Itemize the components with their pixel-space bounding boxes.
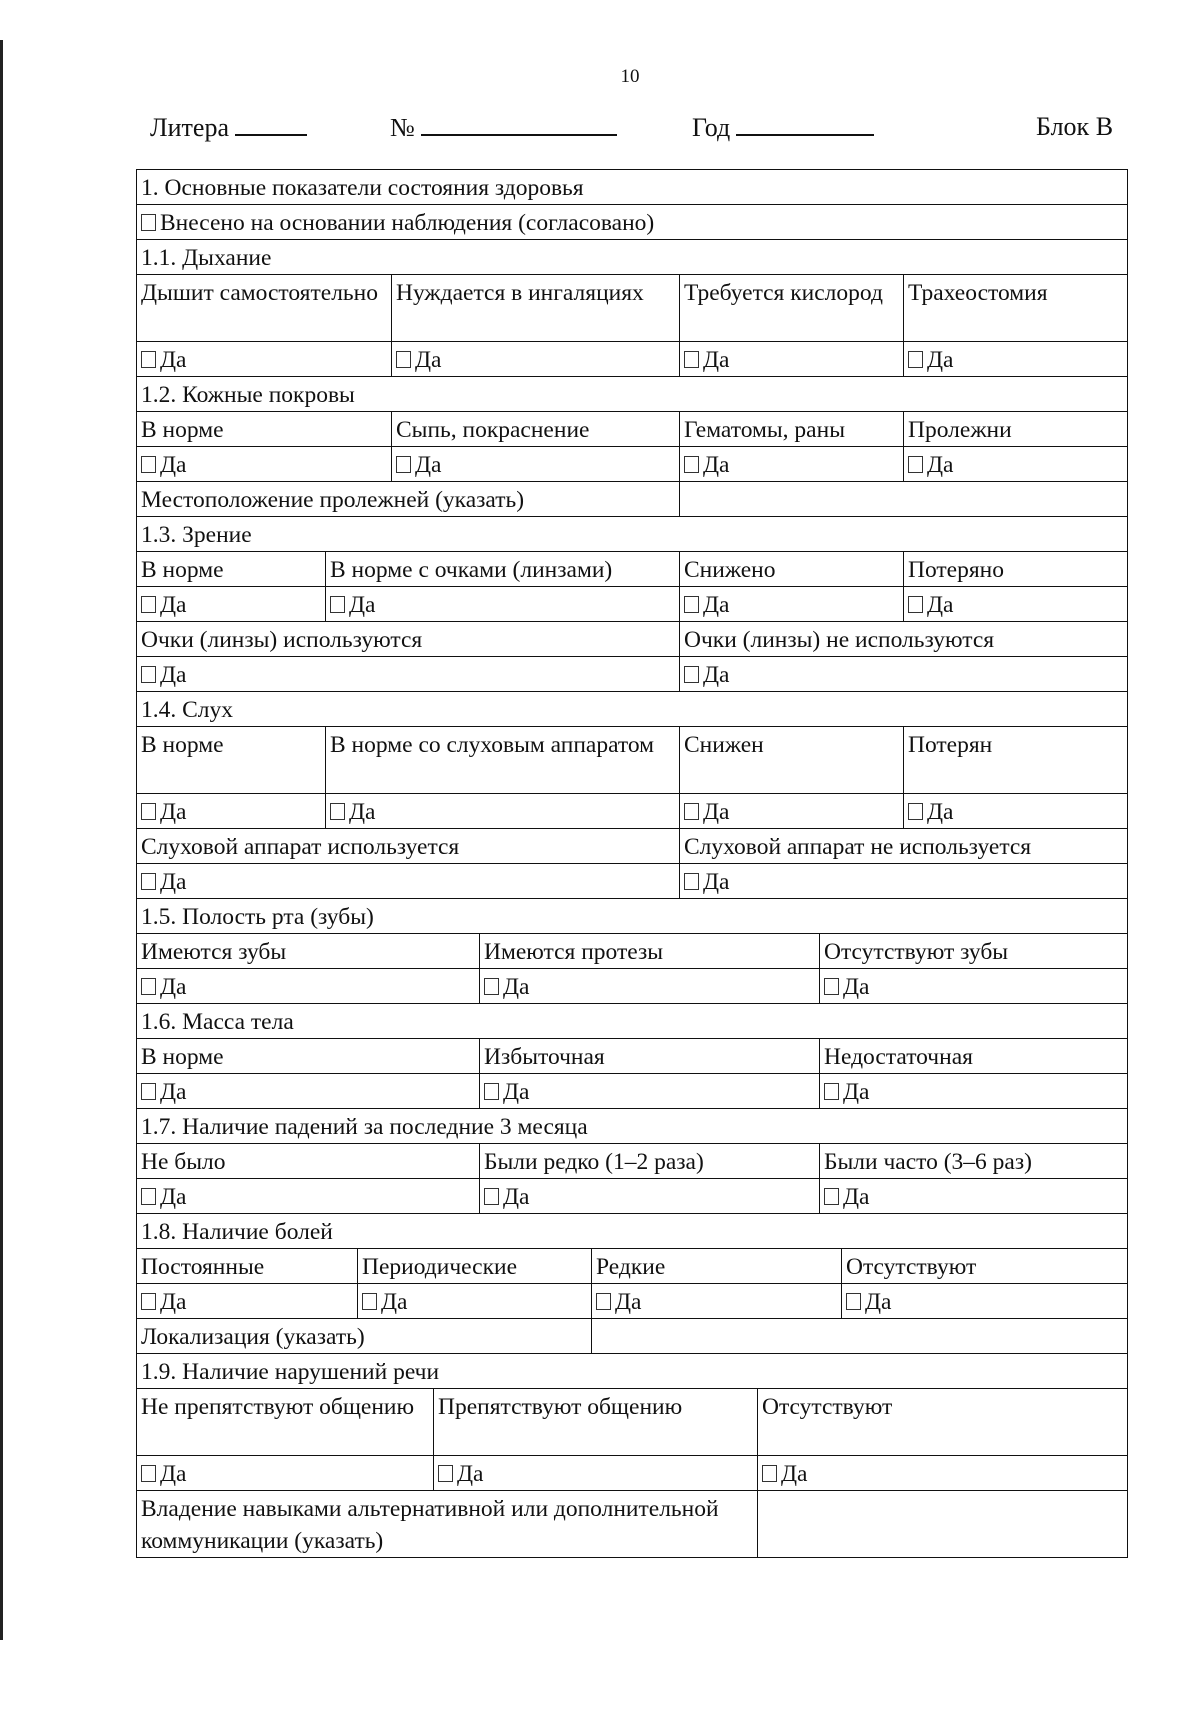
- yes-option[interactable]: Да: [679, 587, 903, 621]
- checkbox[interactable]: [141, 1465, 156, 1482]
- yes-option[interactable]: Да: [433, 1456, 757, 1490]
- bedsore-location-input[interactable]: [679, 482, 1127, 516]
- yes-option[interactable]: Да: [137, 794, 325, 828]
- checkbox[interactable]: [141, 873, 156, 890]
- skin-title: 1.2. Кожные покровы: [141, 382, 355, 408]
- weight-header-row: [137, 1038, 1127, 1073]
- scan-edge: [0, 40, 3, 1640]
- yes-option[interactable]: Да: [137, 969, 479, 1003]
- skin-col-label: В норме: [141, 417, 224, 443]
- checkbox[interactable]: [141, 803, 156, 820]
- hearing-col-label: Потерян: [903, 727, 1127, 793]
- yes-option[interactable]: Да: [903, 447, 1127, 481]
- yes-option[interactable]: Да: [903, 587, 1127, 621]
- speech-header-row: [137, 1388, 1127, 1455]
- checkbox[interactable]: [141, 596, 156, 613]
- yes-option[interactable]: Да: [137, 657, 679, 691]
- checkbox[interactable]: [684, 596, 699, 613]
- mouth-col-label: Имеются зубы: [141, 939, 287, 965]
- year-label: Год: [692, 113, 731, 142]
- pain-col-label: Периодические: [357, 1249, 591, 1283]
- observation-option[interactable]: Внесено на основании наблюдения (согласовано): [137, 205, 1127, 239]
- falls-header-row: [137, 1143, 1127, 1178]
- hearing-check-row: [137, 793, 1127, 828]
- speech-check-row: [137, 1455, 1127, 1490]
- yes-option[interactable]: Да: [137, 1074, 479, 1108]
- section-title: 1. Основные показатели состояния здоровья: [141, 175, 584, 201]
- yes-option[interactable]: Да: [679, 657, 1127, 691]
- hearing-aid-header-row: [137, 828, 1127, 863]
- breathing-check-row: [137, 341, 1127, 376]
- weight-col-label: Избыточная: [479, 1039, 819, 1073]
- vision-title: 1.3. Зрение: [141, 522, 252, 548]
- pain-header-row: [137, 1248, 1127, 1283]
- speech-col-label: Препятствуют общению: [433, 1389, 757, 1455]
- falls-title: 1.7. Наличие падений за последние 3 месяца: [141, 1114, 588, 1140]
- breathing-col-label: Трахеостомия: [903, 275, 1127, 341]
- pain-check-row: [137, 1283, 1127, 1318]
- yes-option[interactable]: Да: [479, 969, 819, 1003]
- yes-option[interactable]: Да: [137, 1284, 357, 1318]
- yes-option[interactable]: Да: [679, 447, 903, 481]
- skin-header-row: [137, 411, 1127, 446]
- glasses-used-label: Очки (линзы) используются: [141, 627, 423, 653]
- number-field: [390, 112, 617, 143]
- glasses-header-row: [137, 621, 1127, 656]
- skin-col-label: Сыпь, покраснение: [391, 412, 679, 446]
- weight-check-row: [137, 1073, 1127, 1108]
- checkbox[interactable]: [824, 1188, 839, 1205]
- falls-col-label: Не было: [141, 1149, 226, 1175]
- breathing-col-label: Дышит самостоятельно: [141, 280, 378, 306]
- checkbox[interactable]: [141, 978, 156, 995]
- yes-option[interactable]: Да: [819, 969, 1127, 1003]
- checkbox[interactable]: [908, 351, 923, 368]
- hearing-title: 1.4. Слух: [141, 697, 234, 723]
- hearing-aid-not-used-label: Слуховой аппарат не используется: [679, 829, 1127, 863]
- pain-location-input[interactable]: [591, 1319, 1127, 1353]
- yes-option[interactable]: Да: [819, 1179, 1127, 1213]
- checkbox[interactable]: [684, 351, 699, 368]
- checkbox[interactable]: [684, 666, 699, 683]
- skin-check-row: [137, 446, 1127, 481]
- pain-location-row: [137, 1318, 1127, 1353]
- yes-option[interactable]: Да: [137, 1179, 479, 1213]
- pain-col-label: Отсутствуют: [841, 1249, 1127, 1283]
- number-input-line[interactable]: [421, 112, 617, 136]
- mouth-col-label: Отсутствуют зубы: [819, 934, 1127, 968]
- bedsore-location-row: [137, 481, 1127, 516]
- pain-location-label: Локализация (указать): [141, 1324, 365, 1350]
- checkbox[interactable]: [141, 351, 156, 368]
- checkbox[interactable]: [484, 1083, 499, 1100]
- checkbox[interactable]: [141, 456, 156, 473]
- speech-col-label: Не препятствуют общению: [141, 1394, 415, 1420]
- yes-option[interactable]: Да: [479, 1179, 819, 1213]
- vision-header-row: [137, 551, 1127, 586]
- litera-input-line[interactable]: [235, 112, 307, 136]
- mouth-header-row: [137, 933, 1127, 968]
- yes-option[interactable]: Да: [679, 864, 1127, 898]
- mouth-check-row: [137, 968, 1127, 1003]
- yes-option[interactable]: Да: [757, 1456, 1127, 1490]
- checkbox[interactable]: [141, 1293, 156, 1310]
- weight-col-label: Недостаточная: [819, 1039, 1127, 1073]
- pain-title: 1.8. Наличие болей: [141, 1219, 333, 1245]
- weight-col-label: В норме: [141, 1044, 224, 1070]
- vision-check-row: [137, 586, 1127, 621]
- falls-col-label: Были часто (3–6 раз): [819, 1144, 1127, 1178]
- checkbox[interactable]: [141, 666, 156, 683]
- checkbox[interactable]: [684, 803, 699, 820]
- checkbox[interactable]: [824, 978, 839, 995]
- falls-check-row: [137, 1178, 1127, 1213]
- checkbox[interactable]: [684, 873, 699, 890]
- checkbox[interactable]: [484, 978, 499, 995]
- pain-col-label: Редкие: [591, 1249, 841, 1283]
- hearing-col-label: В норме со слуховым аппаратом: [325, 727, 679, 793]
- year-input-line[interactable]: [736, 112, 874, 136]
- glasses-check-row: [137, 656, 1127, 691]
- pain-col-label: Постоянные: [141, 1254, 265, 1280]
- checkbox[interactable]: [484, 1188, 499, 1205]
- weight-title: 1.6. Масса тела: [141, 1009, 294, 1035]
- litera-field: [150, 112, 307, 143]
- checkbox[interactable]: [846, 1293, 861, 1310]
- number-label: №: [390, 113, 415, 142]
- checkbox[interactable]: [396, 456, 411, 473]
- checkbox[interactable]: [141, 214, 156, 231]
- checkbox[interactable]: [596, 1293, 611, 1310]
- checkbox[interactable]: [330, 596, 345, 613]
- page-number: 10: [620, 66, 640, 87]
- breathing-header-row: [137, 274, 1127, 341]
- checkbox[interactable]: [438, 1465, 453, 1482]
- mouth-col-label: Имеются протезы: [479, 934, 819, 968]
- yes-option[interactable]: Да: [903, 794, 1127, 828]
- breathing-col-label: Нуждается в ингаляциях: [391, 275, 679, 341]
- checkbox[interactable]: [908, 803, 923, 820]
- year-field: [692, 112, 874, 143]
- checkbox[interactable]: [330, 803, 345, 820]
- alt-communication-label: Владение навыками альтернативной или дополнительной коммуникации (указать): [141, 1496, 719, 1554]
- yes-option[interactable]: Да: [819, 1074, 1127, 1108]
- yes-option[interactable]: Да: [325, 587, 679, 621]
- checkbox[interactable]: [824, 1083, 839, 1100]
- yes-option[interactable]: Да: [391, 342, 679, 376]
- vision-col-label: Снижено: [679, 552, 903, 586]
- yes-option[interactable]: Да: [679, 794, 903, 828]
- section-title-row: [137, 170, 1127, 204]
- yes-option[interactable]: Да: [137, 587, 325, 621]
- hearing-col-label: В норме: [141, 732, 224, 758]
- yes-option[interactable]: Да: [325, 794, 679, 828]
- litera-label: Литера: [150, 113, 229, 142]
- vision-col-label: В норме: [141, 557, 224, 583]
- bedsore-location-label: Местоположение пролежней (указать): [141, 487, 525, 513]
- hearing-aid-check-row: [137, 863, 1127, 898]
- yes-option[interactable]: Да: [479, 1074, 819, 1108]
- yes-option[interactable]: Да: [137, 1456, 433, 1490]
- yes-option[interactable]: Да: [391, 447, 679, 481]
- hearing-header-row: [137, 726, 1127, 793]
- checkbox[interactable]: [141, 1188, 156, 1205]
- yes-option[interactable]: Да: [591, 1284, 841, 1318]
- checkbox[interactable]: [762, 1465, 777, 1482]
- yes-option[interactable]: Да: [903, 342, 1127, 376]
- vision-col-label: Потеряно: [903, 552, 1127, 586]
- yes-option[interactable]: Да: [841, 1284, 1127, 1318]
- breathing-title: 1.1. Дыхание: [141, 245, 272, 271]
- checkbox[interactable]: [908, 456, 923, 473]
- glasses-not-used-label: Очки (линзы) не используются: [679, 622, 1127, 656]
- speech-col-label: Отсутствуют: [757, 1389, 1127, 1455]
- alt-communication-input[interactable]: [757, 1491, 1127, 1557]
- breathing-col-label: Требуется кислород: [679, 275, 903, 341]
- yes-option[interactable]: Да: [137, 864, 679, 898]
- checkbox[interactable]: [141, 1083, 156, 1100]
- checkbox[interactable]: [684, 456, 699, 473]
- checkbox[interactable]: [908, 596, 923, 613]
- falls-col-label: Были редко (1–2 раза): [479, 1144, 819, 1178]
- vision-col-label: В норме с очками (линзами): [325, 552, 679, 586]
- speech-title: 1.9. Наличие нарушений речи: [141, 1359, 440, 1385]
- checkbox[interactable]: [396, 351, 411, 368]
- block-label: Блок В: [1036, 112, 1114, 141]
- skin-col-label: Пролежни: [903, 412, 1127, 446]
- alt-communication-row: [137, 1490, 1127, 1557]
- skin-col-label: Гематомы, раны: [679, 412, 903, 446]
- yes-option[interactable]: Да: [357, 1284, 591, 1318]
- mouth-title: 1.5. Полость рта (зубы): [141, 904, 374, 930]
- hearing-col-label: Снижен: [679, 727, 903, 793]
- observation-row: [137, 204, 1127, 239]
- yes-option[interactable]: Да: [137, 447, 391, 481]
- yes-option[interactable]: Да: [137, 342, 391, 376]
- yes-option[interactable]: Да: [679, 342, 903, 376]
- hearing-aid-used-label: Слуховой аппарат используется: [141, 834, 460, 860]
- checkbox[interactable]: [362, 1293, 377, 1310]
- health-form-table: [136, 169, 1128, 1558]
